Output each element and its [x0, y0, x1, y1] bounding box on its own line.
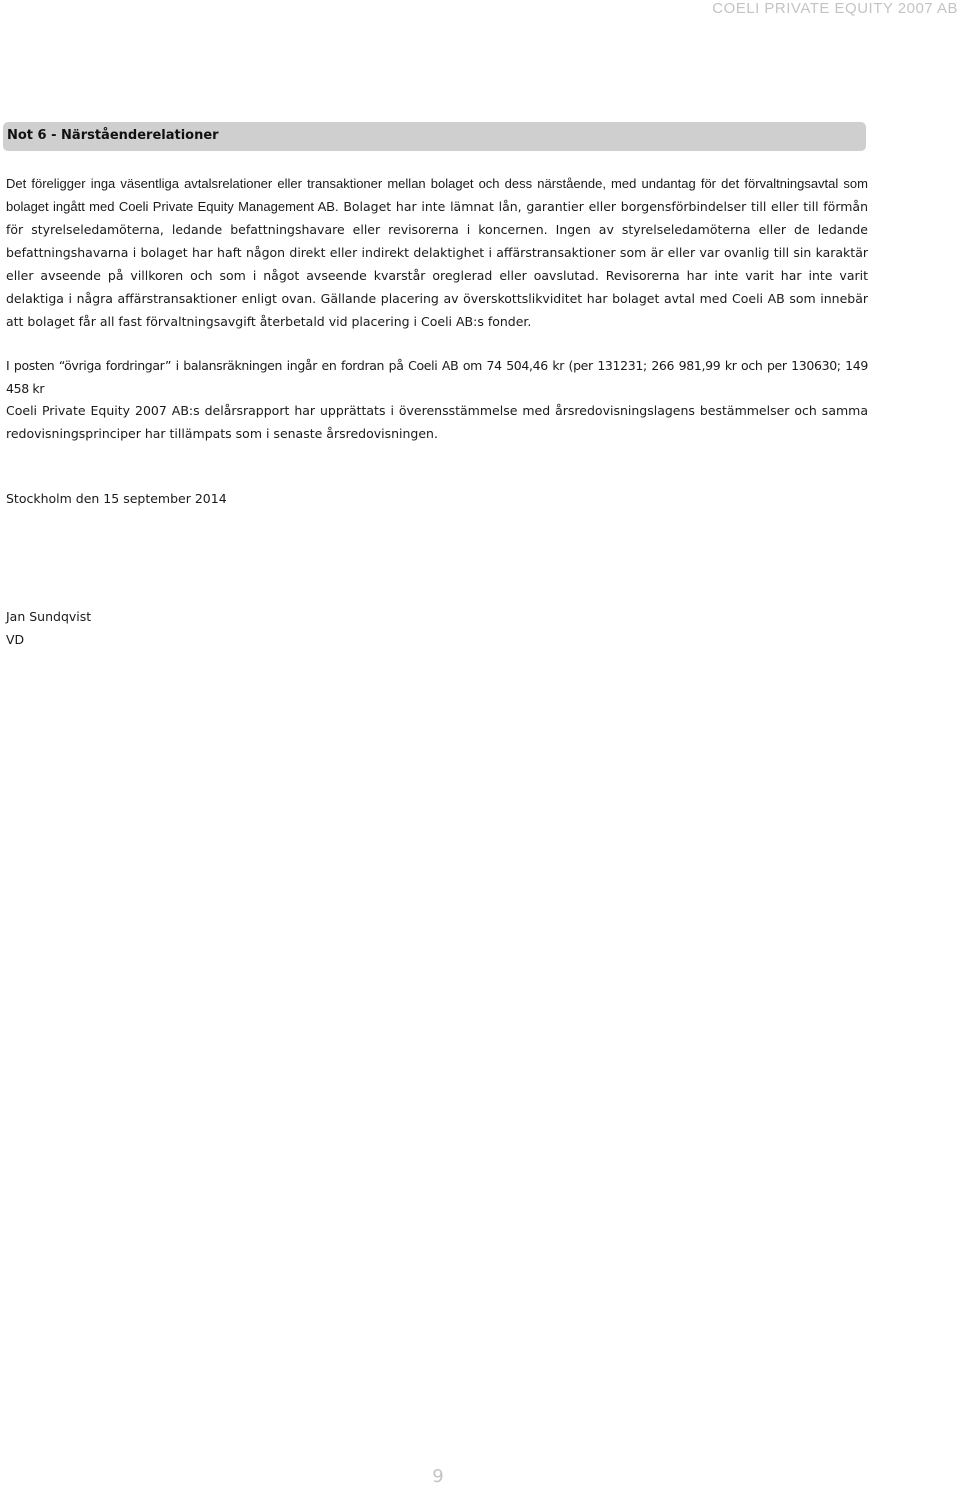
related-parties-text-a: Det föreligger inga väsentliga avtalsrelationer eller transaktioner mellan bolaget och dess närstående, med undantag för det förvaltningsavtal som bolaget ingått med Coeli Private Equity Management AB. [6, 176, 868, 214]
accounting-principles-paragraph: Coeli Private Equity 2007 AB:s delårsrapport har upprättats i överensstämmelse med årsredovisningslagens bestämmelser och samma redovisningsprinciper har tillämpats som i senaste årsredovisningen. [6, 403, 868, 441]
place-and-date: Stockholm den 15 september 2014 [6, 491, 227, 506]
receivables-paragraph: I posten “övriga fordringar” i balansräkningen ingår en fordran på Coeli AB om 74 504,46 kr (per 131231; 266 981,99 kr och per 130630; 149 458 kr [6, 358, 868, 396]
page-number: 9 [432, 1466, 444, 1487]
signer-name: Jan Sundqvist [6, 609, 92, 624]
signer-role: VD [6, 632, 25, 647]
header-brand: COELI PRIVATE EQUITY 2007 AB [712, 0, 958, 17]
related-parties-paragraph [6, 172, 868, 333]
note-heading-bar [3, 122, 866, 151]
signature-block [6, 605, 91, 651]
related-parties-text-b: Bolaget har inte lämnat lån, garantier eller borgensförbindelser till eller till förmån för styrelseledamöterna, ledande befattningshavare eller revisorerna i koncernen. Ingen av styrelseledamöterna eller de ledande befattningshavarna i bolaget har haft någon direkt eller indirekt delaktighet i affärstransaktioner som är eller var ovanlig till sin karaktär eller avseende på villkoren och som i något avseende kvarstår oreglerad eller oavslutad. Revisorerna har inte varit har inte varit delaktiga i några affärstransaktioner enligt ovan. Gällande placering av överskottslikviditet har bolaget avtal med Coeli AB som innebär att bolaget får all fast förvaltningsavgift återbetald vid placering i Coeli AB:s fonder. [6, 199, 868, 329]
note-title: Not 6 - Närståenderelationer [7, 128, 219, 143]
